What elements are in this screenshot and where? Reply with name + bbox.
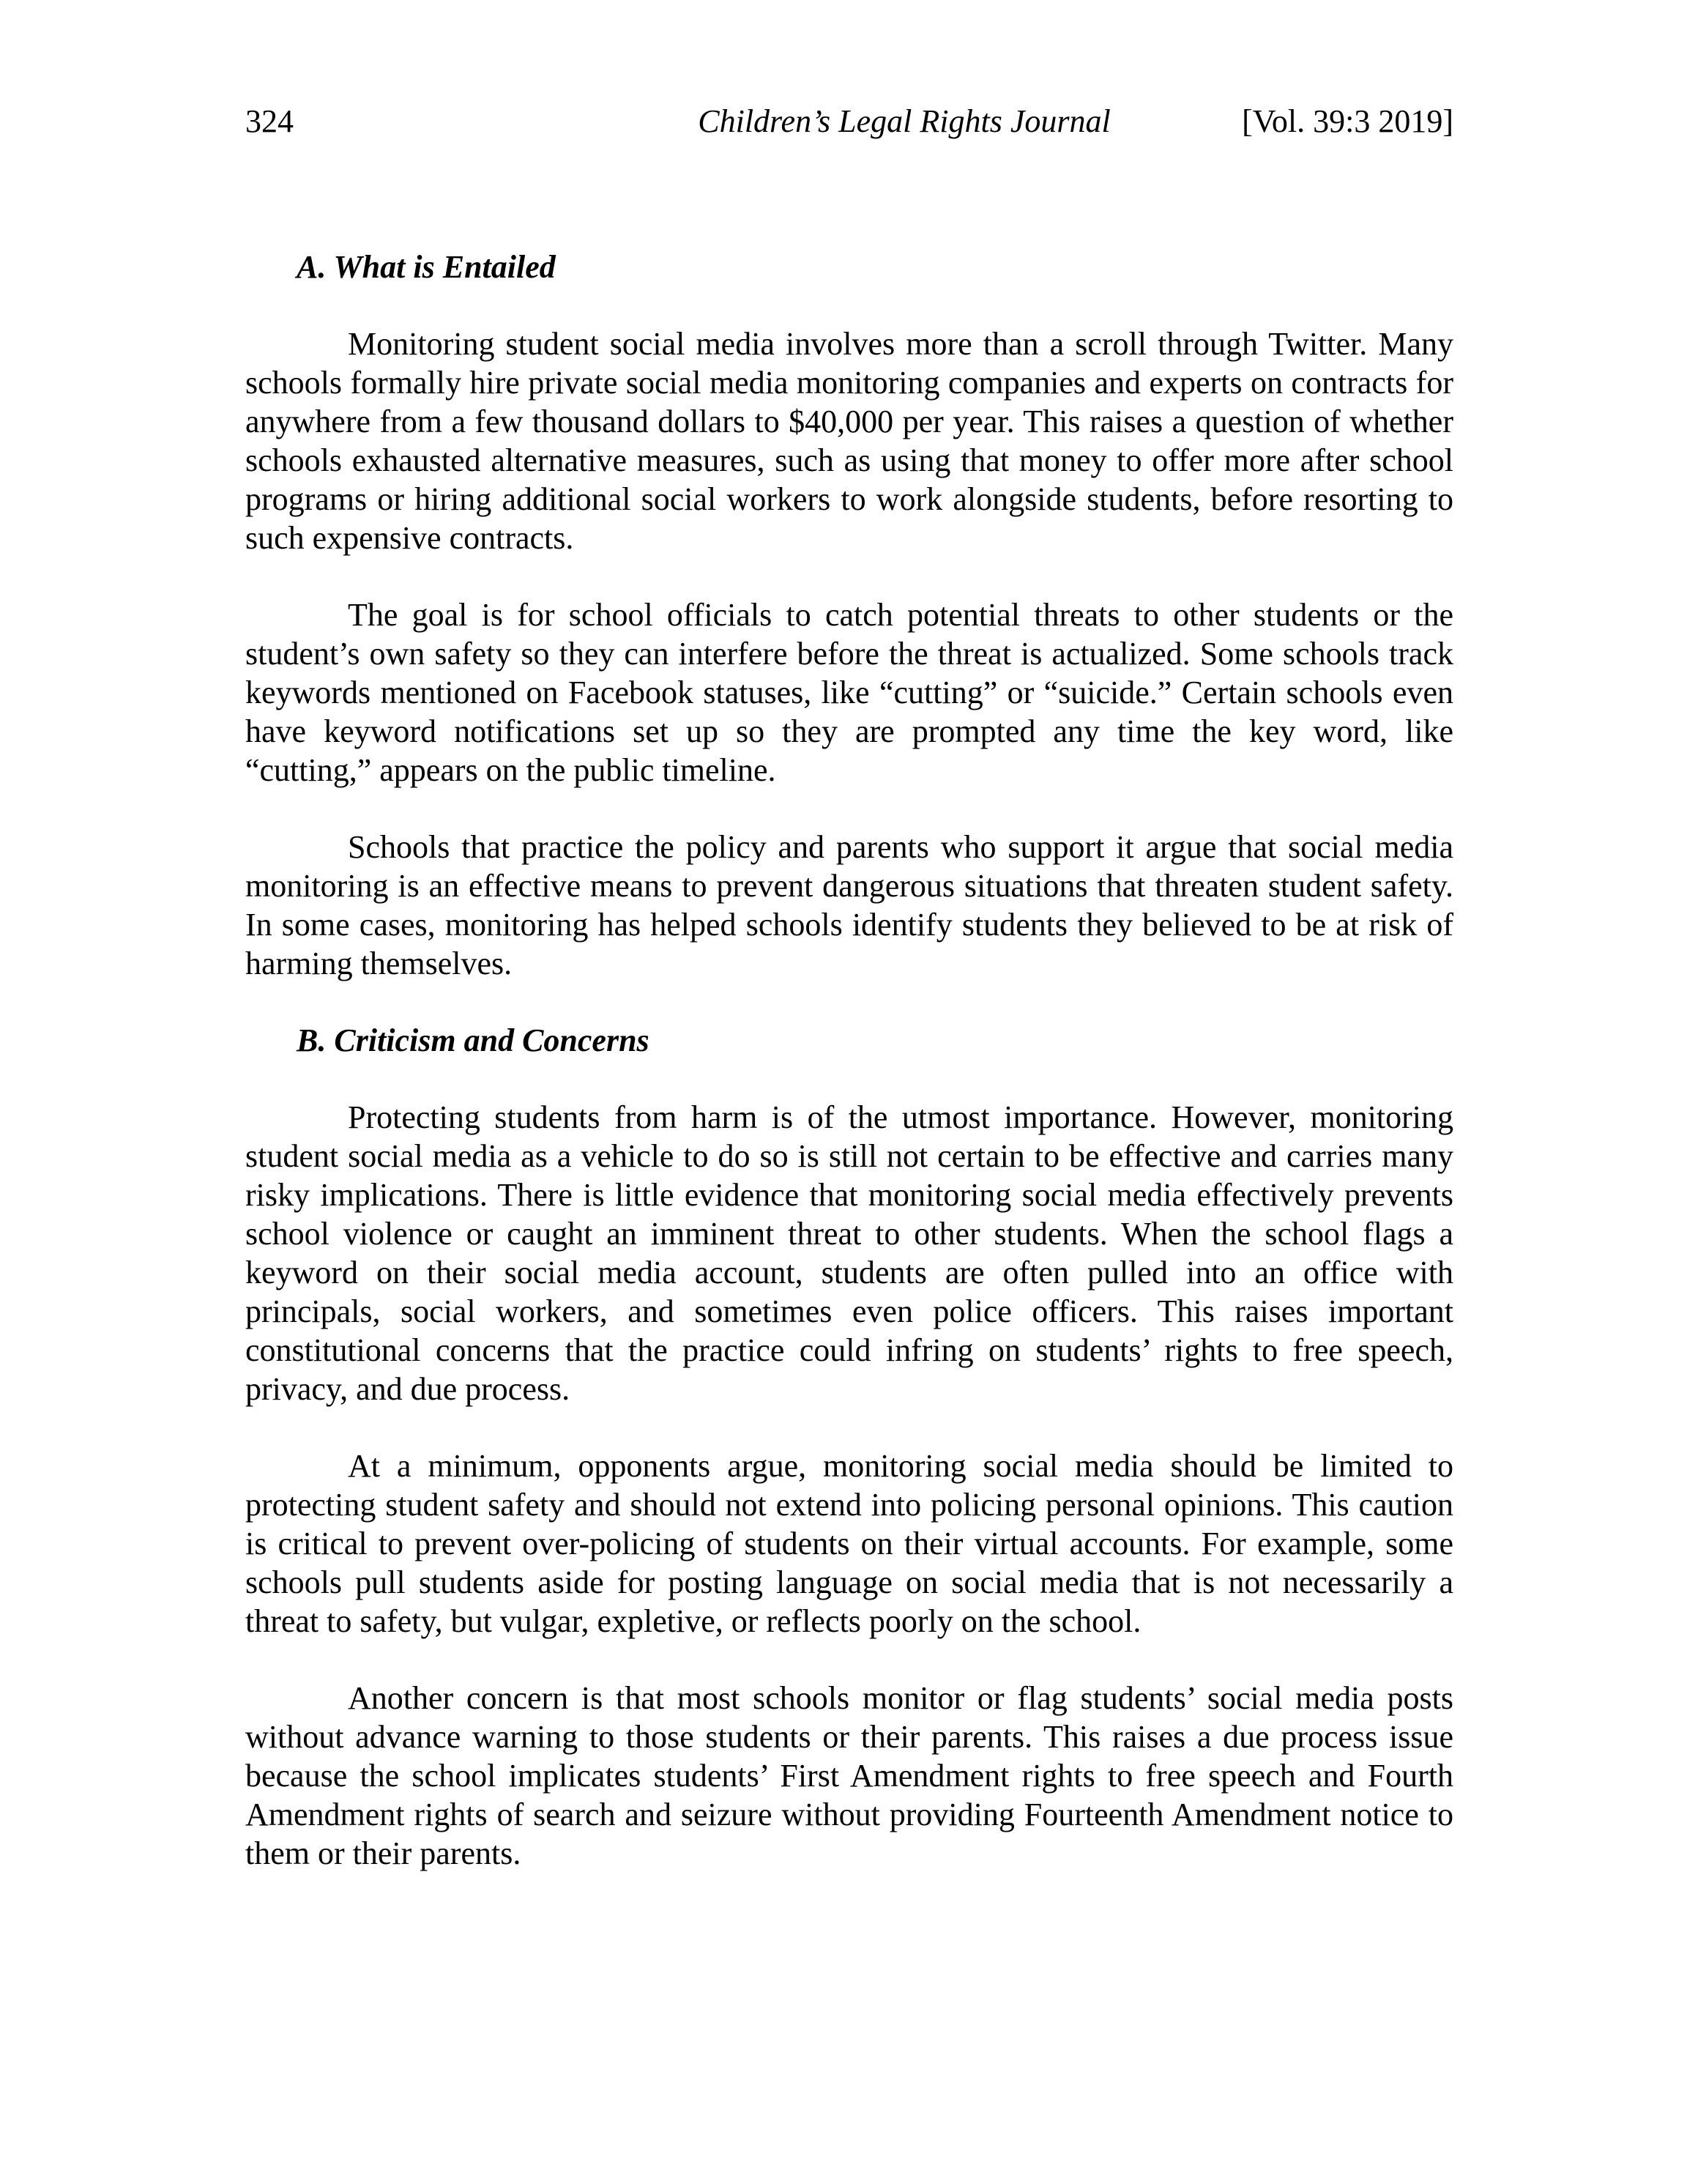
section-criticism-concerns bbox=[245, 1021, 1453, 1873]
section-heading-a: A. What is Entailed bbox=[297, 249, 556, 285]
page-number: 324 bbox=[245, 103, 294, 139]
journal-title: Children’s Legal Rights Journal bbox=[698, 103, 1111, 139]
section-heading-b: B. Criticism and Concerns bbox=[297, 1022, 649, 1058]
paragraph-monitoring-contracts: Monitoring student social media involves more than a scroll through Twitter. Many schools formally hire private social media monitoring companies and experts on contracts for anywhere from a few thousand dollars to $40,000 per year. This raises a question of whether schools exhausted alternative measures, such as using that money to offer more after school programs or hiring additional social workers to work alongside students, before resorting to such expensive contracts. bbox=[245, 326, 1453, 556]
running-header bbox=[245, 102, 1453, 141]
page-content bbox=[245, 102, 1453, 1911]
paragraph-goal-keywords: The goal is for school officials to catch potential threats to other students or the student’s own safety so they can interfere before the threat is actualized. Some schools track keywords mentioned on Facebook statuses, like “cutting” or “suicide.” Certain schools even have keyword notifications set up so they are prompted any time the key word, like “cutting,” appears on the public timeline. bbox=[245, 597, 1453, 788]
paragraph-schools-support: Schools that practice the policy and parents who support it argue that social media monitoring is an effective means to prevent dangerous situations that threaten student safety. In some cases, monitoring has helped schools identify students they believed to be at risk of harming themselves. bbox=[245, 829, 1453, 981]
section-what-is-entailed bbox=[245, 248, 1453, 983]
paragraph-minimum-opponents: At a minimum, opponents argue, monitoring social media should be limited to protecting student safety and should not extend into policing personal opinions. This caution is critical to prevent over-policing of students on their virtual accounts. For example, some schools pull students aside for posting language on social media that is not necessarily a threat to safety, but vulgar, expletive, or reflects poorly on the school. bbox=[245, 1448, 1453, 1639]
volume-info: [Vol. 39:3 2019] bbox=[1242, 103, 1453, 139]
paragraph-protecting-students: Protecting students from harm is of the utmost importance. However, monitoring student social media as a vehicle to do so is still not certain to be effective and carries many risky implications. There is little evidence that monitoring social media effectively prevents school violence or caught an imminent threat to other students. When the school flags a keyword on their social media account, students are often pulled into an office with principals, social workers, and sometimes even police officers. This raises important constitutional concerns that the practice could infring on students’ rights to free speech, privacy, and due process. bbox=[245, 1099, 1453, 1407]
paragraph-another-concern: Another concern is that most schools monitor or flag students’ social media posts without advance warning to those students or their parents. This raises a due process issue because the school implicates students’ First Amendment rights to free speech and Fourth Amendment rights of search and seizure without providing Fourteenth Amendment notice to them or their parents. bbox=[245, 1680, 1453, 1871]
